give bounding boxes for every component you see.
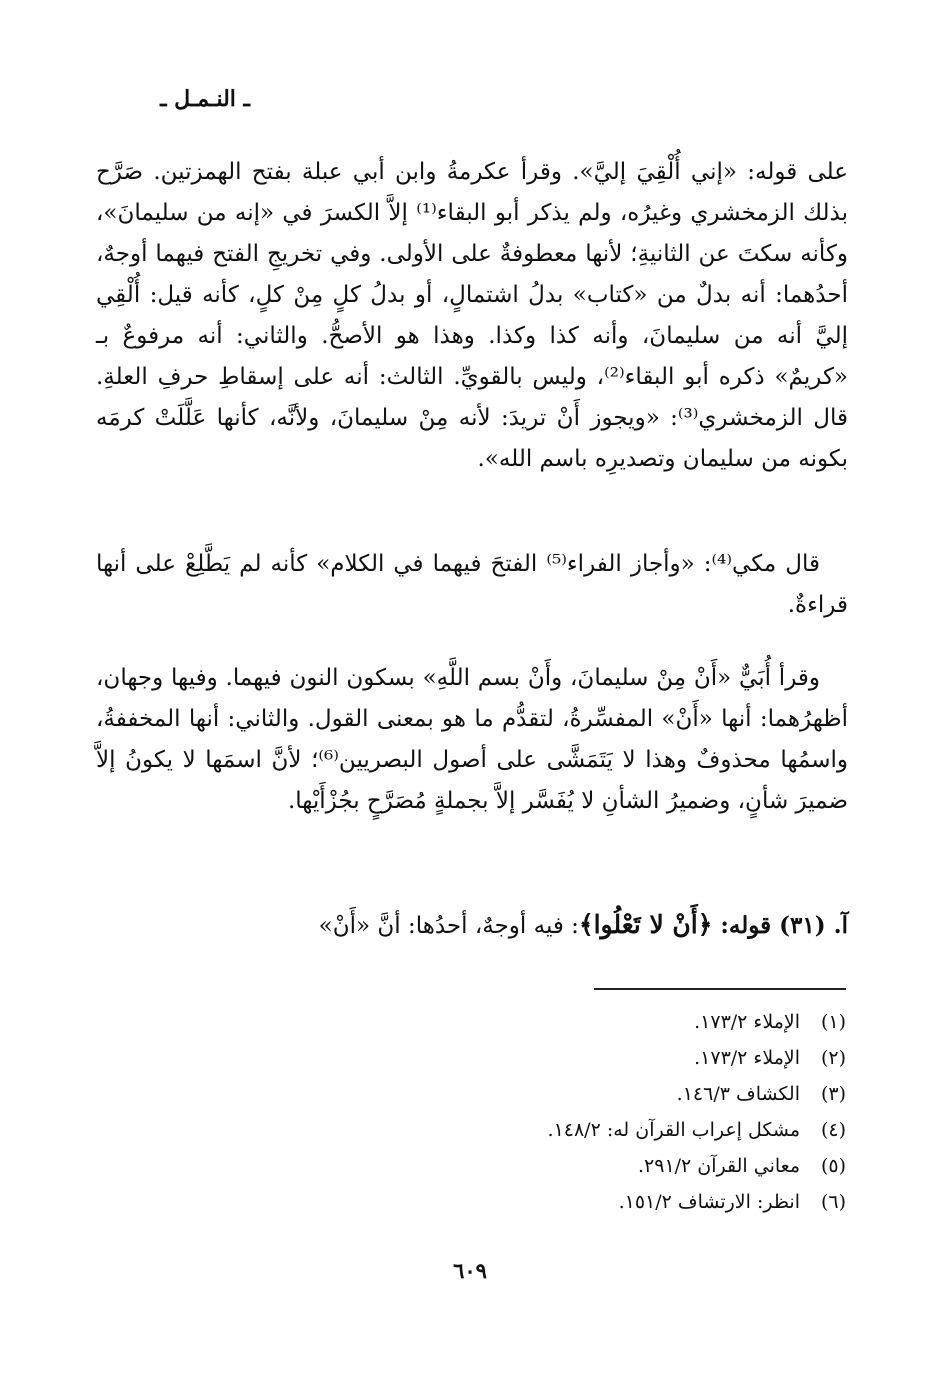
verse-commentary: : فيه أوجهٌ، أحدُها: أنَّ «أَنْ»: [318, 913, 579, 939]
footnotes: [146, 1004, 846, 1220]
paragraph-3-text: وقرأ أُبَيٌّ «أَنْ مِنْ سليمانَ، وأَنْ بسم اللَّهِ» بسكون النون فيهما. وفيها وجهان، أظهرُهما: أنها «أَنْ» المفسِّرةُ، لتقدُّم ما هو بمعنى القول. والثاني: أنها المخففةُ، واسمُها محذوفٌ وهذا لا يَتَمَشَّى على أصول البصريين⁽⁶⁾؛ لأنَّ اسمَها لا يكونُ إلاَّ ضميرَ شأنٍ، وضميرُ الشأنِ لا يُفَسَّر إلاَّ بجملةٍ مُصَرَّحٍ بجُزْأَيْها.: [96, 665, 848, 814]
footnote-text: الإملاء ١٧٣/٢.: [694, 1011, 800, 1033]
footnote-number: (٥): [820, 1155, 846, 1177]
verse-quote: ﴿أَنْ لا تَعْلُوا﴾: [578, 910, 713, 939]
paragraph-4: [96, 904, 848, 947]
footnote-number: (٢): [820, 1047, 846, 1069]
footnote-item: [146, 1040, 846, 1076]
verse-label: آ. (٣١) قوله:: [712, 912, 848, 939]
footnote-divider: [594, 988, 846, 990]
paragraph-3: [96, 658, 848, 822]
paragraph-2-text: قال مكي⁽⁴⁾: «وأجاز الفراء⁽⁵⁾ الفتحَ فيهما في الكلام» كأنه لم يَطَّلِعْ على أنها قراءةٌ.: [96, 551, 848, 618]
page-number: ٦٠٩: [453, 1258, 487, 1283]
paragraph-1: على قوله: «إني أُلْقِيَ إليَّ». وقرأ عكرمةُ وابن أبي عبلة بفتح الهمزتين. صَرَّح بذلك الزمخشري وغيرُه، ولم يذكر أبو البقاء⁽¹⁾ إلاَّ الكسرَ في «إنه من سليمانَ»، وكأنه سكتَ عن الثانيةِ؛ لأنها معطوفةٌ على الأولى. وفي تخريجِ الفتح فيهما أوجهٌ، أحدُهما: أنه بدلٌ من «كتاب» بدلُ اشتمالٍ، أو بدلُ كلٍ مِنْ كلٍ، كأنه قيل: أُلْقِي إليَّ أنه من سليمانَ، وأنه كذا وكذا. وهذا هو الأصحُّ. والثاني: أنه مرفوعٌ بـ «كريمٌ» ذكره أبو البقاء⁽²⁾، وليس بالقويِّ. الثالث: أنه على إسقاطِ حرفِ العلةِ. قال الزمخشري⁽³⁾: «ويجوز أَنْ تريدَ: لأنه مِنْ سليمانَ، ولأنَّه، كأنها عَلَّلَتْ كرمَه بكونه من سليمان وتصديرِه باسم الله».: [96, 159, 848, 472]
footnote-text: معاني القرآن ٢٩١/٢.: [637, 1155, 800, 1177]
footnote-number: (٣): [820, 1083, 846, 1105]
paragraph-2: [96, 544, 848, 626]
footnote-number: (٤): [820, 1119, 846, 1141]
footnote-text: الإملاء ١٧٣/٢.: [694, 1047, 800, 1069]
footnote-number: (٦): [820, 1191, 846, 1213]
footnote-item: [146, 1076, 846, 1112]
page-header: ـ النـمـل ـ: [160, 86, 250, 112]
footnote-text: انظر: الارتشاف ١٥١/٢.: [618, 1191, 800, 1213]
footnote-text: مشكل إعراب القرآن له: ١٤٨/٢.: [547, 1119, 800, 1141]
footnote-item: [146, 1148, 846, 1184]
footnote-number: (١): [820, 1011, 846, 1033]
footnote-item: [146, 1112, 846, 1148]
footnote-item: [146, 1004, 846, 1040]
footnote-item: [146, 1184, 846, 1220]
footnote-text: الكشاف ١٤٦/٣.: [676, 1083, 800, 1105]
